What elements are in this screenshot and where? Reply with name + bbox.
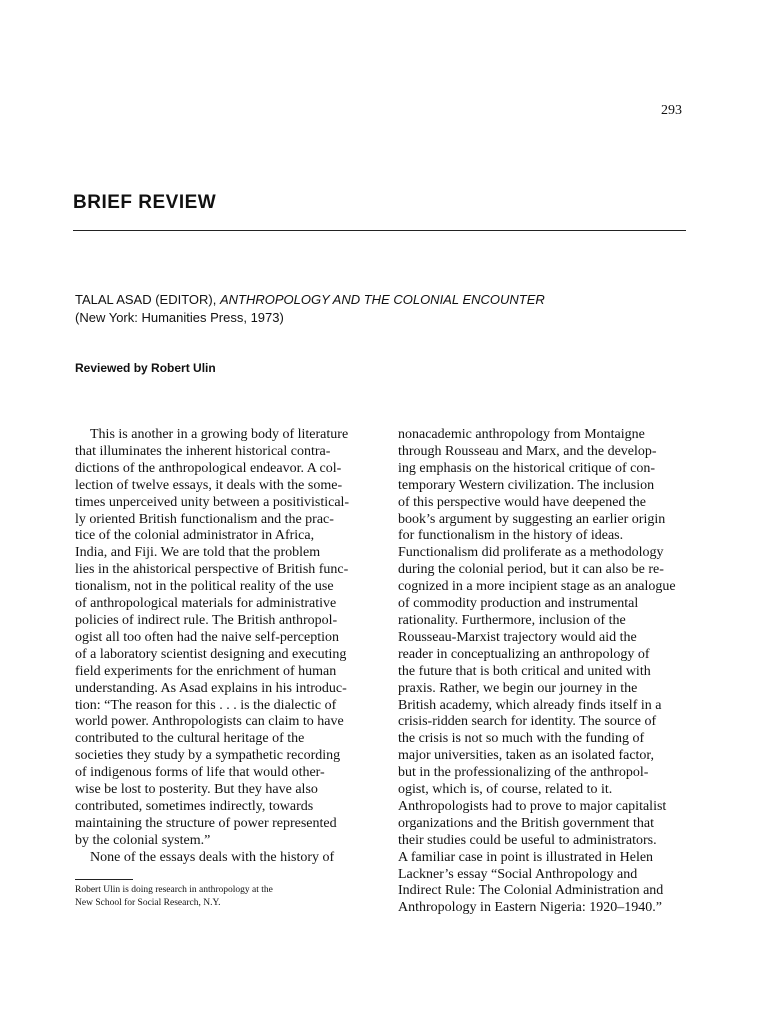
text-line: dictions of the anthropological endeavor. A col-: [75, 460, 342, 476]
text-line: Anthropology in Eastern Nigeria: 1920–1940.”: [398, 900, 663, 916]
book-citation-line: [75, 291, 695, 309]
text-line: reader in conceptualizing an anthropology of: [398, 646, 650, 662]
text-line: of anthropological materials for administrative: [75, 596, 337, 612]
text-line: Functionalism did proliferate as a methodology: [398, 545, 664, 561]
text-line: that illuminates the inherent historical contra-: [75, 443, 331, 459]
footnote-divider: [75, 879, 133, 880]
heading-divider: [73, 230, 686, 231]
text-line: India, and Fiji. We are told that the problem: [75, 545, 321, 561]
book-author-editor: TALAL ASAD (EDITOR),: [75, 292, 217, 307]
book-citation: [75, 291, 695, 327]
text-line: contributed, sometimes indirectly, towards: [75, 798, 314, 814]
text-line: ogist, which is, of course, related to it.: [398, 782, 613, 798]
text-line: the crisis is not so much with the funding of: [398, 731, 645, 747]
text-line: Lackner’s essay “Social Anthropology and: [398, 866, 638, 882]
text-line: British academy, which already finds itself in a: [398, 697, 662, 713]
text-line: praxis. Rather, we begin our journey in the: [398, 680, 638, 696]
text-line: tice of the colonial administrator in Africa,: [75, 528, 315, 544]
text-line: crisis-ridden search for identity. The source of: [398, 714, 657, 730]
text-line: societies they study by a sympathetic recording: [75, 748, 341, 764]
text-line: of indigenous forms of life that would other-: [75, 765, 325, 781]
text-line: This is another in a growing body of literature: [90, 427, 349, 442]
text-line: of a laboratory scientist designing and executing: [75, 646, 347, 662]
text-line: of commodity production and instrumental: [398, 596, 639, 612]
text-line: ogist all too often had the naive self-perception: [75, 629, 339, 645]
text-line: Robert Ulin is doing research in anthropology at the: [75, 885, 273, 895]
text-line: for functionalism in the history of ideas.: [398, 528, 624, 544]
text-line: organizations and the British government that: [398, 815, 654, 831]
text-line: None of the essays deals with the history of: [90, 849, 335, 865]
right-text-column: [398, 427, 708, 917]
text-line: Anthropologists had to prove to major capitalist: [398, 798, 667, 814]
text-line: of this perspective would have deepened the: [398, 494, 647, 510]
text-line: New School for Social Research, N.Y.: [75, 898, 221, 908]
text-line: nonacademic anthropology from Montaigne: [398, 427, 645, 442]
reviewer-credit: Reviewed by Robert Ulin: [75, 361, 216, 375]
text-line: the future that is both critical and united with: [398, 663, 651, 679]
left-text-column: [75, 427, 385, 867]
text-line: during the colonial period, but it can also be re-: [398, 562, 664, 578]
text-line: contributed to the cultural heritage of the: [75, 731, 305, 747]
text-line: their studies could be useful to administrators.: [398, 832, 657, 848]
section-heading: BRIEF REVIEW: [73, 192, 217, 213]
text-line: ing emphasis on the historical critique of con-: [398, 460, 655, 476]
text-line: cognized in a more incipient stage as an analogue: [398, 579, 676, 595]
text-line: lies in the ahistorical perspective of British func-: [75, 562, 349, 578]
text-line: through Rousseau and Marx, and the develop-: [398, 443, 657, 459]
text-line: major universities, taken as an isolated factor,: [398, 748, 655, 764]
text-line: world power. Anthropologists can claim to have: [75, 714, 344, 730]
text-line: temporary Western civilization. The inclusion: [398, 477, 655, 493]
text-line: lection of twelve essays, it deals with the some-: [75, 477, 343, 493]
text-line: but in the professionalizing of the anthropol-: [398, 765, 649, 781]
text-line: tionalism, not in the political reality of the use: [75, 579, 334, 595]
page-number: 293: [661, 103, 682, 118]
text-line: book’s argument by suggesting an earlier origin: [398, 511, 666, 527]
text-line: Indirect Rule: The Colonial Administration and: [398, 883, 664, 899]
footnote: [75, 884, 385, 910]
text-line: times unperceived unity between a positivistical-: [75, 494, 350, 510]
text-line: tion: “The reason for this . . . is the dialectic of: [75, 697, 337, 713]
book-publication: (New York: Humanities Press, 1973): [75, 310, 284, 325]
text-line: understanding. As Asad explains in his introduc-: [75, 680, 347, 696]
text-line: field experiments for the enrichment of human: [75, 663, 337, 679]
text-line: ly oriented British functionalism and the prac-: [75, 511, 334, 527]
text-line: wise be lost to posterity. But they have also: [75, 782, 318, 798]
text-line: by the colonial system.”: [75, 832, 211, 848]
text-line: A familiar case in point is illustrated in Helen: [398, 849, 654, 865]
text-line: rationality. Furthermore, inclusion of the: [398, 612, 626, 628]
text-line: maintaining the structure of power represented: [75, 815, 337, 831]
text-line: policies of indirect rule. The British anthropol-: [75, 612, 338, 628]
book-title: ANTHROPOLOGY AND THE COLONIAL ENCOUNTER: [219, 292, 545, 307]
text-line: Rousseau-Marxist trajectory would aid the: [398, 629, 637, 645]
